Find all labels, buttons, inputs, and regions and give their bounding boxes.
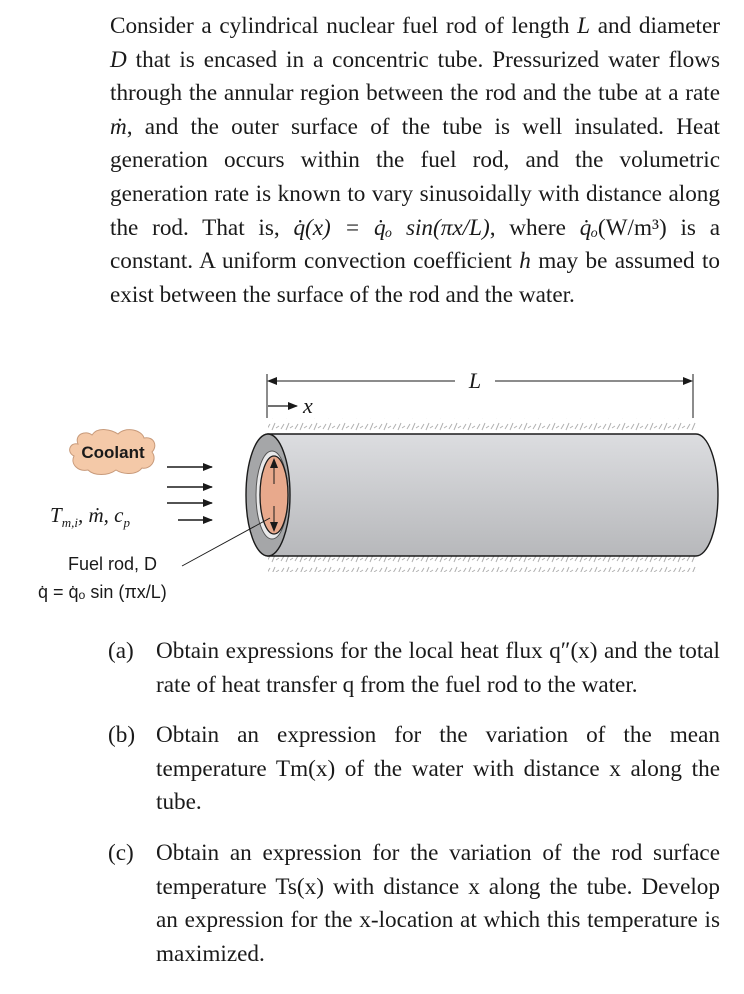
part-label: (c) — [108, 839, 134, 866]
inlet-symbols: $T_{m,i}$, ṁ, $c_p$ — [50, 503, 130, 530]
part-label: (b) — [108, 722, 136, 749]
fuel-rod-diagram — [0, 360, 744, 610]
outer-tube — [268, 434, 718, 556]
units-text: (W/m³) — [597, 214, 667, 241]
coolant-badge — [70, 430, 155, 475]
fuel-rod-label: Fuel rod, D — [68, 554, 158, 574]
generation-equation: q̇(x) = q̇ₒ sin(πx/L) — [293, 214, 490, 241]
part-text: Obtain an expression for the variation of the rod surface temperature Ts(x) with distance x along the tube. Develop an expression for the x-location at which this temperature is maximized. — [156, 839, 720, 967]
intro-text: , where — [489, 214, 580, 241]
length-label: L — [468, 368, 482, 393]
intro-text: Consider a cylindrical nuclear fuel rod of length — [110, 13, 578, 39]
qo-symbol: q̇ₒ — [579, 214, 598, 241]
length-symbol: L — [577, 13, 591, 39]
coolant-label: Coolant — [81, 443, 145, 462]
insulation-bottom — [268, 556, 696, 572]
part-text: Obtain expressions for the local heat flux q″(x) and the total rate of heat transfer q from the fuel rod to the water. — [156, 638, 720, 698]
part-label: (a) — [108, 638, 134, 664]
insulation-top — [268, 418, 696, 434]
part-text: Obtain an expression for the variation of the mean temperature Tm(x) of the water with distance x along the tube. — [156, 722, 720, 816]
intro-text: is a constant. A uniform convection coefficient — [110, 214, 720, 275]
length-dimension — [267, 368, 693, 418]
diameter-symbol: D — [110, 46, 127, 73]
mass-flow-symbol: ṁ — [110, 113, 127, 140]
fuel-rod-figure — [0, 360, 744, 610]
x-coordinate — [268, 393, 313, 418]
inlet-conditions — [50, 503, 130, 530]
intro-text: , and the outer surface of the tube is well insulated. Heat generation occurs within the fuel rod, and the volumetric generation rate is known to vary sinusoidally with distance along the rod. That is, — [110, 113, 720, 241]
part-a — [108, 635, 720, 702]
problem-statement — [110, 10, 720, 312]
question-parts — [108, 635, 720, 988]
part-c — [108, 837, 720, 971]
tm-subscript: m,i — [61, 515, 78, 530]
x-label: x — [303, 393, 313, 418]
intro-text: may be assumed to exist between the surface of the rod and the water. — [110, 248, 720, 308]
generation-label: q̇ = q̇ₒ sin (πx/L) — [38, 582, 167, 602]
part-b — [108, 719, 720, 820]
intro-text: that is encased in a concentric tube. Pressurized water flows through the annular region between the rod and the tube at a rate — [110, 46, 720, 107]
flow-arrows — [167, 467, 212, 520]
convection-coefficient-symbol: h — [519, 248, 531, 275]
fuel-rod-labels — [38, 518, 270, 602]
intro-text: and diameter — [590, 13, 720, 39]
